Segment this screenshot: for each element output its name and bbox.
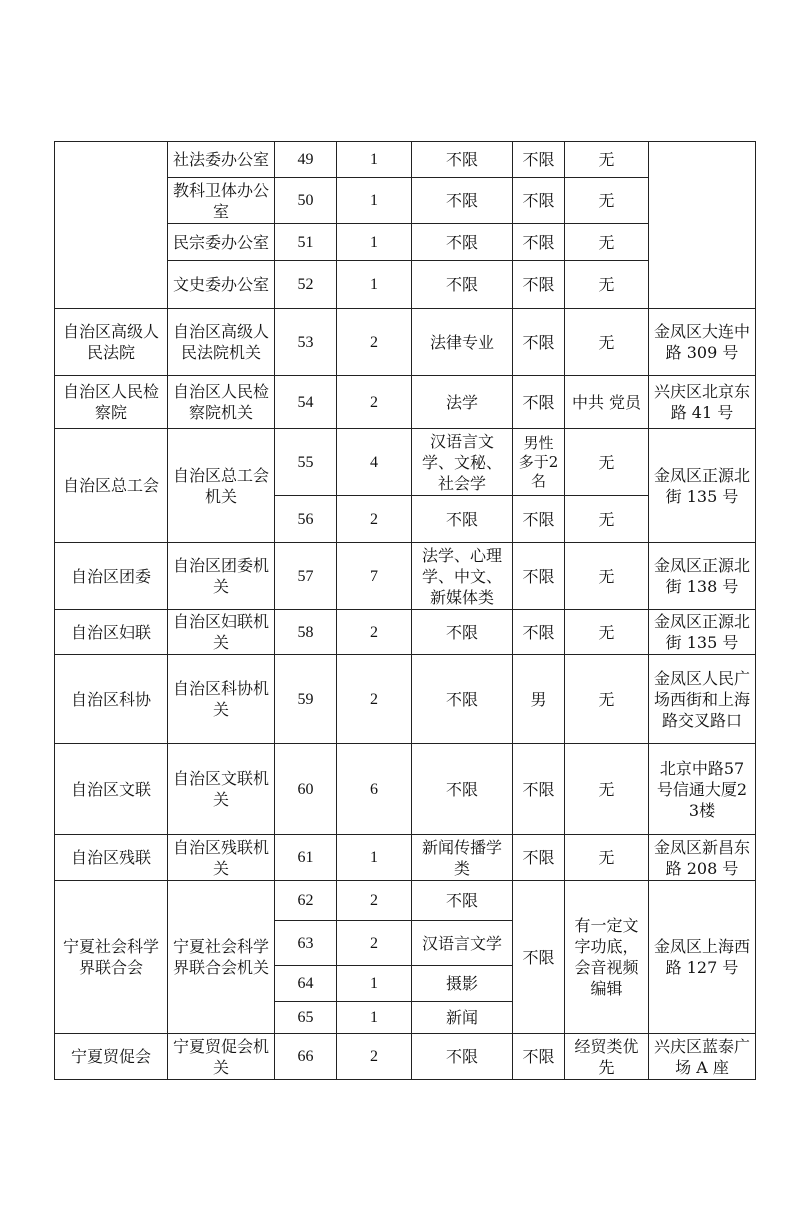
position-code-cell: 51: [275, 224, 337, 261]
position-code-cell: 52: [275, 261, 337, 309]
major-cell: 不限: [412, 496, 513, 543]
politics-cell: 无: [565, 261, 649, 309]
major-cell: 不限: [412, 178, 513, 224]
org-cell: 宁夏社会科学界联合会: [55, 881, 168, 1034]
address-cell: 金凤区新昌东路 208 号: [649, 835, 756, 881]
address-cell: 金凤区人民广场西街和上海路交叉路口: [649, 655, 756, 744]
other-requirement-cell: 不限: [513, 881, 565, 1034]
org-cell: 自治区总工会: [55, 429, 168, 543]
politics-cell: 中共 党员: [565, 376, 649, 429]
major-cell: 法律专业: [412, 309, 513, 376]
other-requirement-cell: 不限: [513, 543, 565, 610]
position-code-cell: 54: [275, 376, 337, 429]
unit-cell: 自治区总工会机关: [168, 429, 275, 543]
other-requirement-cell: 不限: [513, 224, 565, 261]
other-requirement-cell: 男性多于2名: [513, 429, 565, 496]
other-requirement-cell: 男: [513, 655, 565, 744]
politics-cell: 无: [565, 224, 649, 261]
headcount-cell: 2: [337, 376, 412, 429]
org-cell: 自治区高级人民法院: [55, 309, 168, 376]
address-cell: 金凤区正源北街 138 号: [649, 543, 756, 610]
politics-cell: 有一定文字功底，会音视频编辑: [565, 881, 649, 1034]
politics-cell: 无: [565, 835, 649, 881]
position-code-cell: 59: [275, 655, 337, 744]
major-cell: 汉语言文学、文秘、社会学: [412, 429, 513, 496]
major-cell: 汉语言文学: [412, 921, 513, 966]
table-row: [55, 376, 756, 429]
table-row: [55, 1034, 756, 1080]
unit-cell: 教科卫体办公室: [168, 178, 275, 224]
position-code-cell: 63: [275, 921, 337, 966]
politics-cell: 经贸类优先: [565, 1034, 649, 1080]
table-row: [55, 543, 756, 610]
politics-cell: 无: [565, 496, 649, 543]
org-cell: [55, 142, 168, 309]
position-code-cell: 60: [275, 744, 337, 835]
position-code-cell: 56: [275, 496, 337, 543]
headcount-cell: 2: [337, 921, 412, 966]
other-requirement-cell: 不限: [513, 496, 565, 543]
position-code-cell: 58: [275, 610, 337, 655]
org-cell: 自治区妇联: [55, 610, 168, 655]
headcount-cell: 1: [337, 835, 412, 881]
unit-cell: 社法委办公室: [168, 142, 275, 178]
table-row: [55, 655, 756, 744]
org-cell: 自治区残联: [55, 835, 168, 881]
address-cell: 金凤区正源北街 135 号: [649, 610, 756, 655]
address-cell: 金凤区正源北街 135 号: [649, 429, 756, 543]
headcount-cell: 1: [337, 1002, 412, 1034]
other-requirement-cell: 不限: [513, 835, 565, 881]
headcount-cell: 1: [337, 178, 412, 224]
address-cell: 金凤区大连中路 309 号: [649, 309, 756, 376]
headcount-cell: 1: [337, 224, 412, 261]
address-cell: 北京中路57号信通大厦23楼: [649, 744, 756, 835]
position-code-cell: 61: [275, 835, 337, 881]
table-row: [55, 429, 756, 496]
politics-cell: 无: [565, 429, 649, 496]
major-cell: 不限: [412, 610, 513, 655]
major-cell: 不限: [412, 1034, 513, 1080]
politics-cell: 无: [565, 543, 649, 610]
position-code-cell: 57: [275, 543, 337, 610]
other-requirement-cell: 不限: [513, 744, 565, 835]
other-requirement-cell: 不限: [513, 610, 565, 655]
unit-cell: 自治区人民检察院机关: [168, 376, 275, 429]
unit-cell: 宁夏贸促会机关: [168, 1034, 275, 1080]
headcount-cell: 2: [337, 1034, 412, 1080]
unit-cell: 自治区文联机关: [168, 744, 275, 835]
politics-cell: 无: [565, 178, 649, 224]
unit-cell: 自治区团委机关: [168, 543, 275, 610]
major-cell: 新闻: [412, 1002, 513, 1034]
headcount-cell: 2: [337, 309, 412, 376]
other-requirement-cell: 不限: [513, 142, 565, 178]
major-cell: 新闻传播学类: [412, 835, 513, 881]
major-cell: 不限: [412, 224, 513, 261]
unit-cell: 自治区高级人民法院机关: [168, 309, 275, 376]
major-cell: 法学: [412, 376, 513, 429]
headcount-cell: 6: [337, 744, 412, 835]
politics-cell: 无: [565, 309, 649, 376]
org-cell: 宁夏贸促会: [55, 1034, 168, 1080]
org-cell: 自治区文联: [55, 744, 168, 835]
table-row: [55, 744, 756, 835]
major-cell: 摄影: [412, 966, 513, 1002]
headcount-cell: 7: [337, 543, 412, 610]
major-cell: 不限: [412, 261, 513, 309]
address-cell: 金凤区上海西路 127 号: [649, 881, 756, 1034]
headcount-cell: 2: [337, 881, 412, 921]
recruitment-table: [54, 141, 756, 1080]
position-code-cell: 49: [275, 142, 337, 178]
table-row: [55, 881, 756, 921]
org-cell: 自治区团委: [55, 543, 168, 610]
headcount-cell: 2: [337, 655, 412, 744]
table-row: [55, 610, 756, 655]
headcount-cell: 1: [337, 142, 412, 178]
headcount-cell: 1: [337, 966, 412, 1002]
politics-cell: 无: [565, 142, 649, 178]
table-row: [55, 142, 756, 178]
unit-cell: 自治区科协机关: [168, 655, 275, 744]
unit-cell: 民宗委办公室: [168, 224, 275, 261]
headcount-cell: 2: [337, 610, 412, 655]
other-requirement-cell: 不限: [513, 309, 565, 376]
position-code-cell: 66: [275, 1034, 337, 1080]
unit-cell: 自治区残联机关: [168, 835, 275, 881]
major-cell: 法学、心理学、中文、新媒体类: [412, 543, 513, 610]
other-requirement-cell: 不限: [513, 178, 565, 224]
address-cell: 兴庆区北京东路 41 号: [649, 376, 756, 429]
position-code-cell: 55: [275, 429, 337, 496]
position-code-cell: 53: [275, 309, 337, 376]
major-cell: 不限: [412, 744, 513, 835]
politics-cell: 无: [565, 655, 649, 744]
org-cell: 自治区人民检察院: [55, 376, 168, 429]
other-requirement-cell: 不限: [513, 261, 565, 309]
position-code-cell: 62: [275, 881, 337, 921]
unit-cell: 文史委办公室: [168, 261, 275, 309]
other-requirement-cell: 不限: [513, 376, 565, 429]
position-code-cell: 50: [275, 178, 337, 224]
address-cell: [649, 142, 756, 309]
unit-cell: 自治区妇联机关: [168, 610, 275, 655]
table-row: [55, 835, 756, 881]
major-cell: 不限: [412, 655, 513, 744]
headcount-cell: 2: [337, 496, 412, 543]
headcount-cell: 1: [337, 261, 412, 309]
politics-cell: 无: [565, 610, 649, 655]
headcount-cell: 4: [337, 429, 412, 496]
major-cell: 不限: [412, 142, 513, 178]
position-code-cell: 64: [275, 966, 337, 1002]
unit-cell: 宁夏社会科学界联合会机关: [168, 881, 275, 1034]
politics-cell: 无: [565, 744, 649, 835]
other-requirement-cell: 不限: [513, 1034, 565, 1080]
major-cell: 不限: [412, 881, 513, 921]
table-row: [55, 309, 756, 376]
org-cell: 自治区科协: [55, 655, 168, 744]
position-code-cell: 65: [275, 1002, 337, 1034]
address-cell: 兴庆区蓝泰广场 A 座: [649, 1034, 756, 1080]
